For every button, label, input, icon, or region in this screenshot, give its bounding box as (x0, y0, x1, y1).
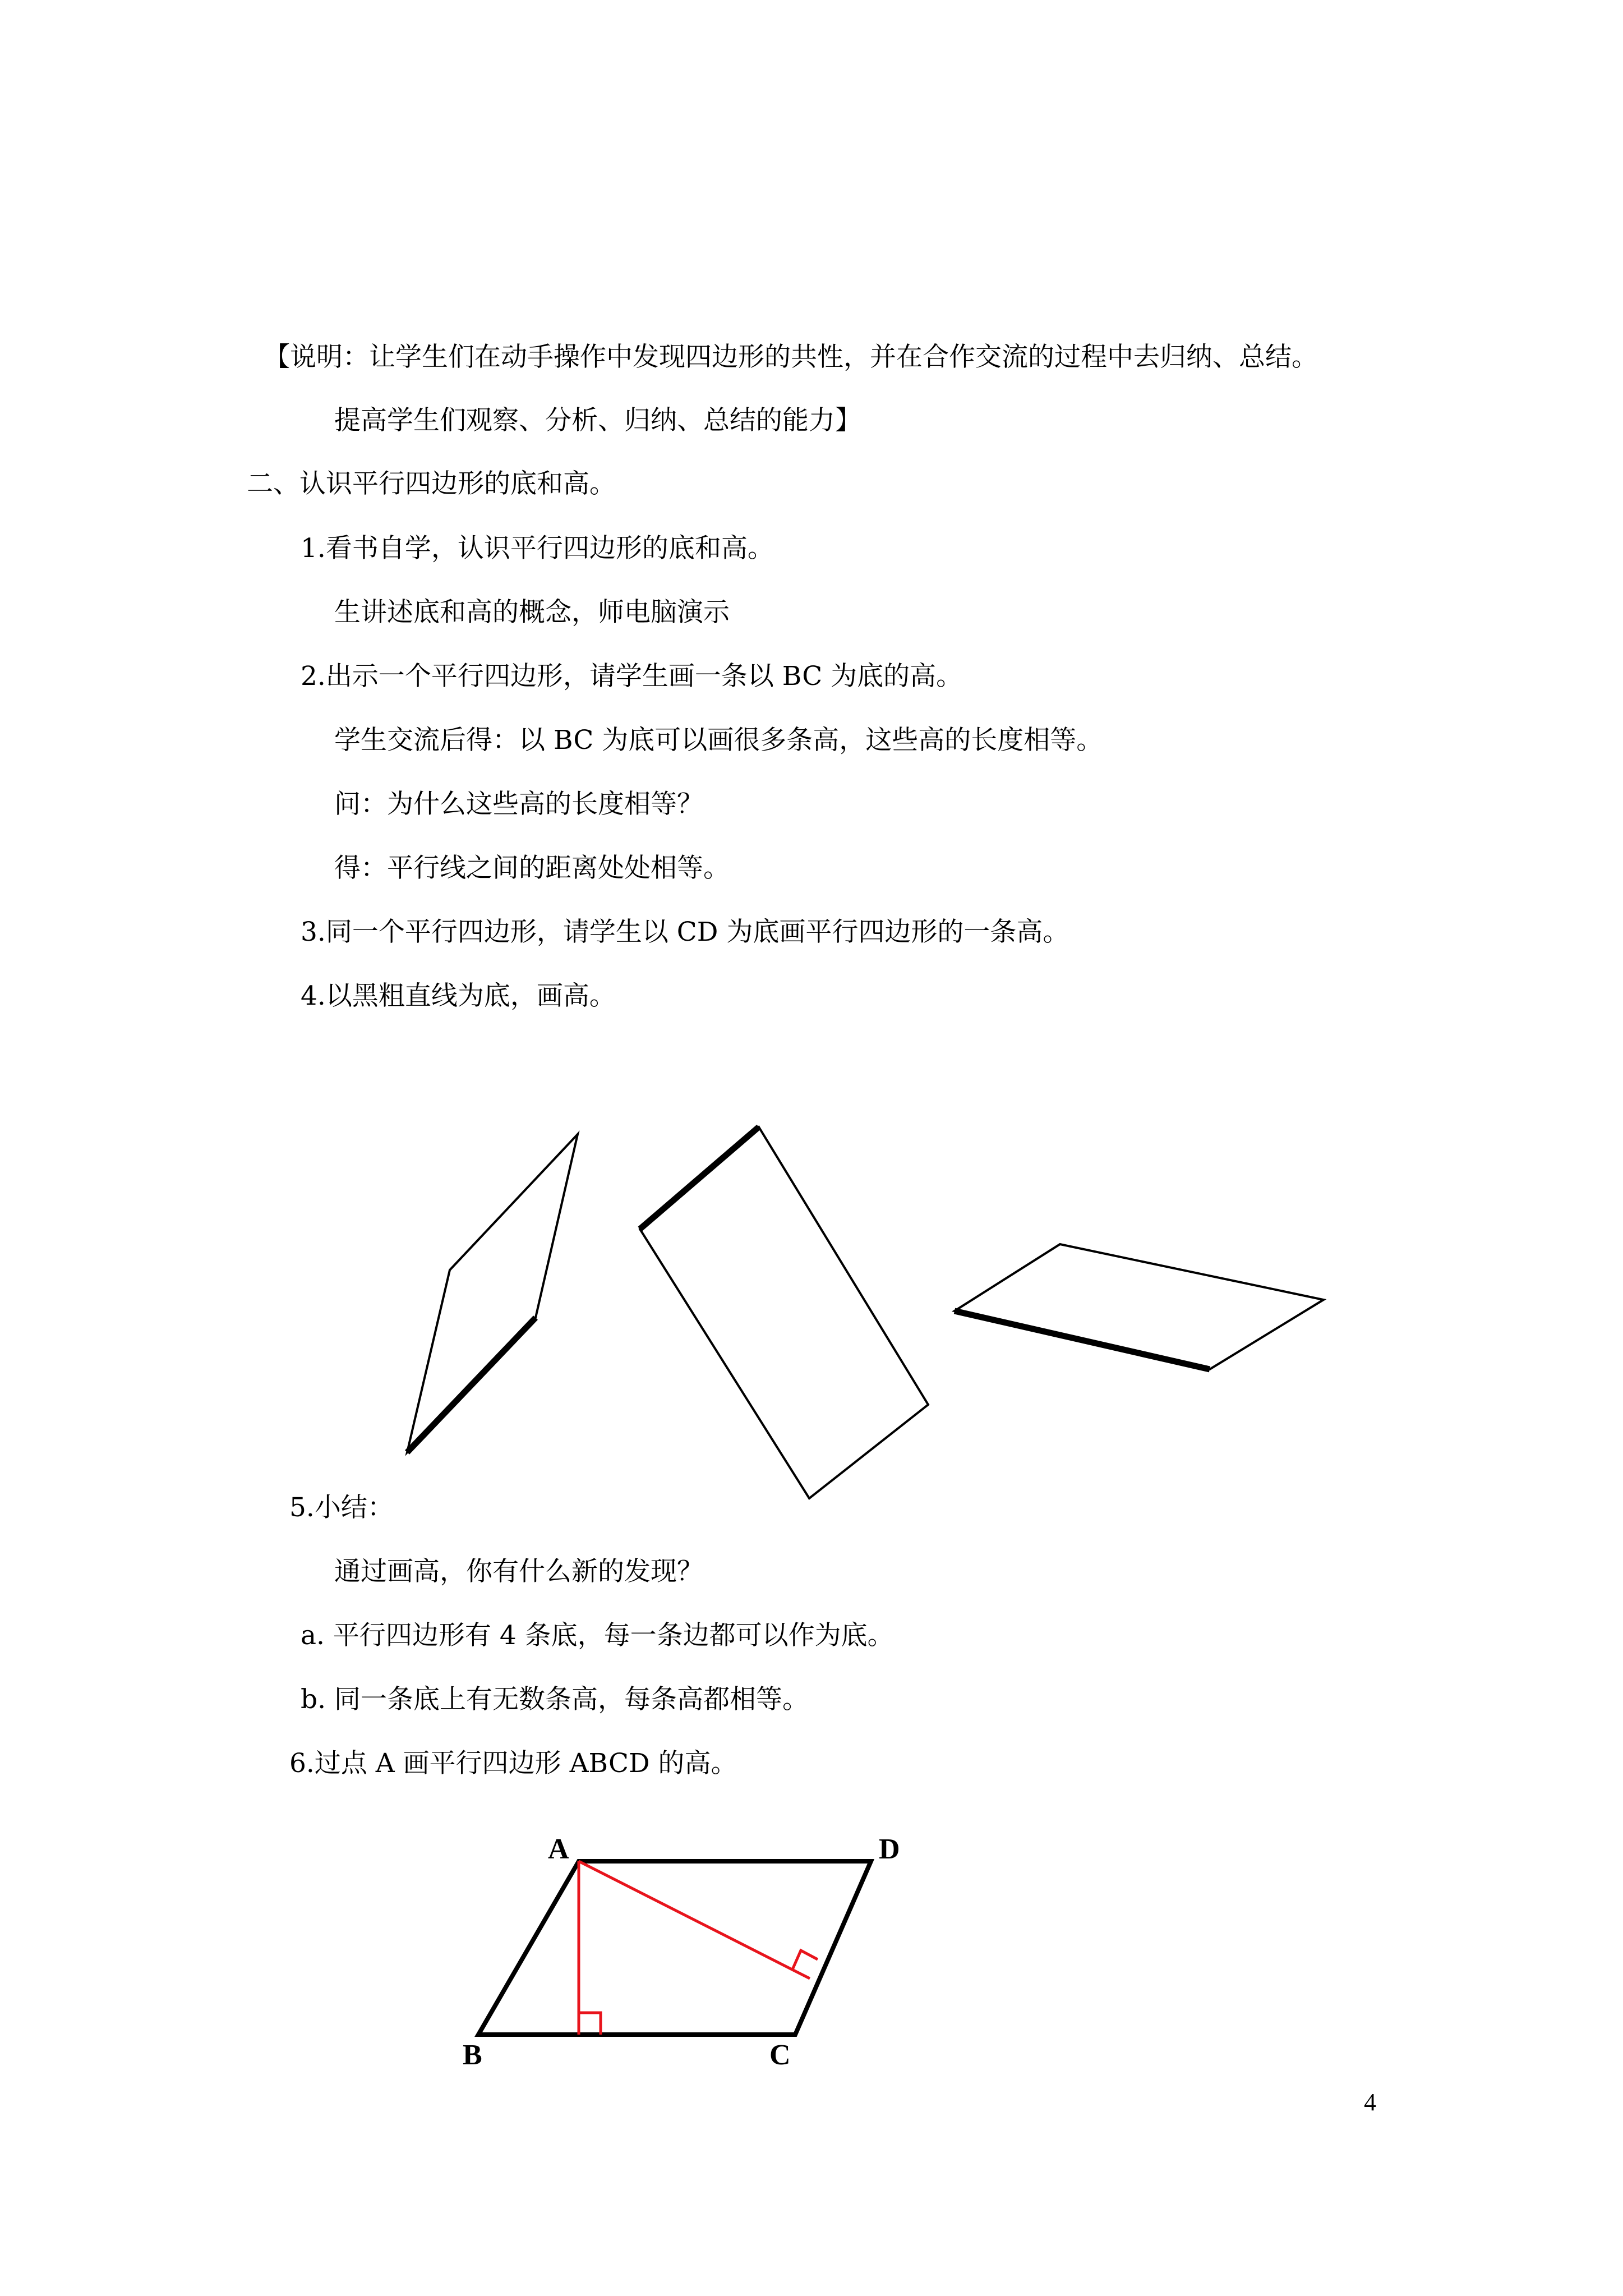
parallelogram-2-base (640, 1127, 759, 1229)
parallelogram-abcd (478, 1861, 871, 2035)
item-5: 5.小结： (289, 1492, 394, 1523)
note-line-1: 【说明：让学生们在动手操作中发现四边形的共性，并在合作交流的过程中去归纳、总结。 (264, 342, 1318, 372)
item-5-a: a. 平行四边形有 4 条底，每一条边都可以作为底。 (301, 1620, 894, 1651)
parallelogram-1 (407, 1134, 578, 1452)
vertex-label-d: D (879, 1833, 900, 1865)
item-3: 3.同一个平行四边形，请学生以 CD 为底画平行四边形的一条高。 (301, 917, 1069, 947)
item-1-sub: 生讲述底和高的概念，师电脑演示 (334, 597, 730, 628)
right-angle-mark-bc (579, 2013, 601, 2035)
item-5-b: b. 同一条底上有无数条高，每条高都相等。 (301, 1684, 809, 1715)
page-number: 4 (1364, 2088, 1376, 2116)
right-angle-mark-cd (792, 1950, 818, 1970)
vertex-label-c: C (769, 2039, 791, 2071)
item-5-sub: 通过画高，你有什么新的发现？ (334, 1556, 703, 1587)
parallelogram-1-base (407, 1318, 536, 1452)
item-2: 2.出示一个平行四边形，请学生画一条以 BC 为底的高。 (301, 661, 963, 692)
item-2-sub-1: 学生交流后得：以 BC 为底可以画很多条高，这些高的长度相等。 (334, 725, 1103, 756)
vertex-label-b: B (463, 2039, 482, 2071)
item-1: 1.看书自学，认识平行四边形的底和高。 (301, 533, 774, 564)
parallelogram-2 (640, 1127, 928, 1498)
note-line-2: 提高学生们观察、分析、归纳、总结的能力】 (334, 405, 861, 436)
height-to-cd (579, 1861, 810, 1978)
item-2-sub-3: 得：平行线之间的距离处处相等。 (334, 853, 730, 884)
vertex-label-a: A (548, 1833, 569, 1865)
item-4: 4.以黑粗直线为底，画高。 (301, 981, 616, 1011)
section-title: 二、认识平行四边形的底和高。 (247, 468, 616, 499)
item-6: 6.过点 A 画平行四边形 ABCD 的高。 (289, 1748, 737, 1779)
item-2-sub-2: 问：为什么这些高的长度相等？ (334, 789, 703, 820)
parallelogram-3-base (955, 1311, 1210, 1369)
